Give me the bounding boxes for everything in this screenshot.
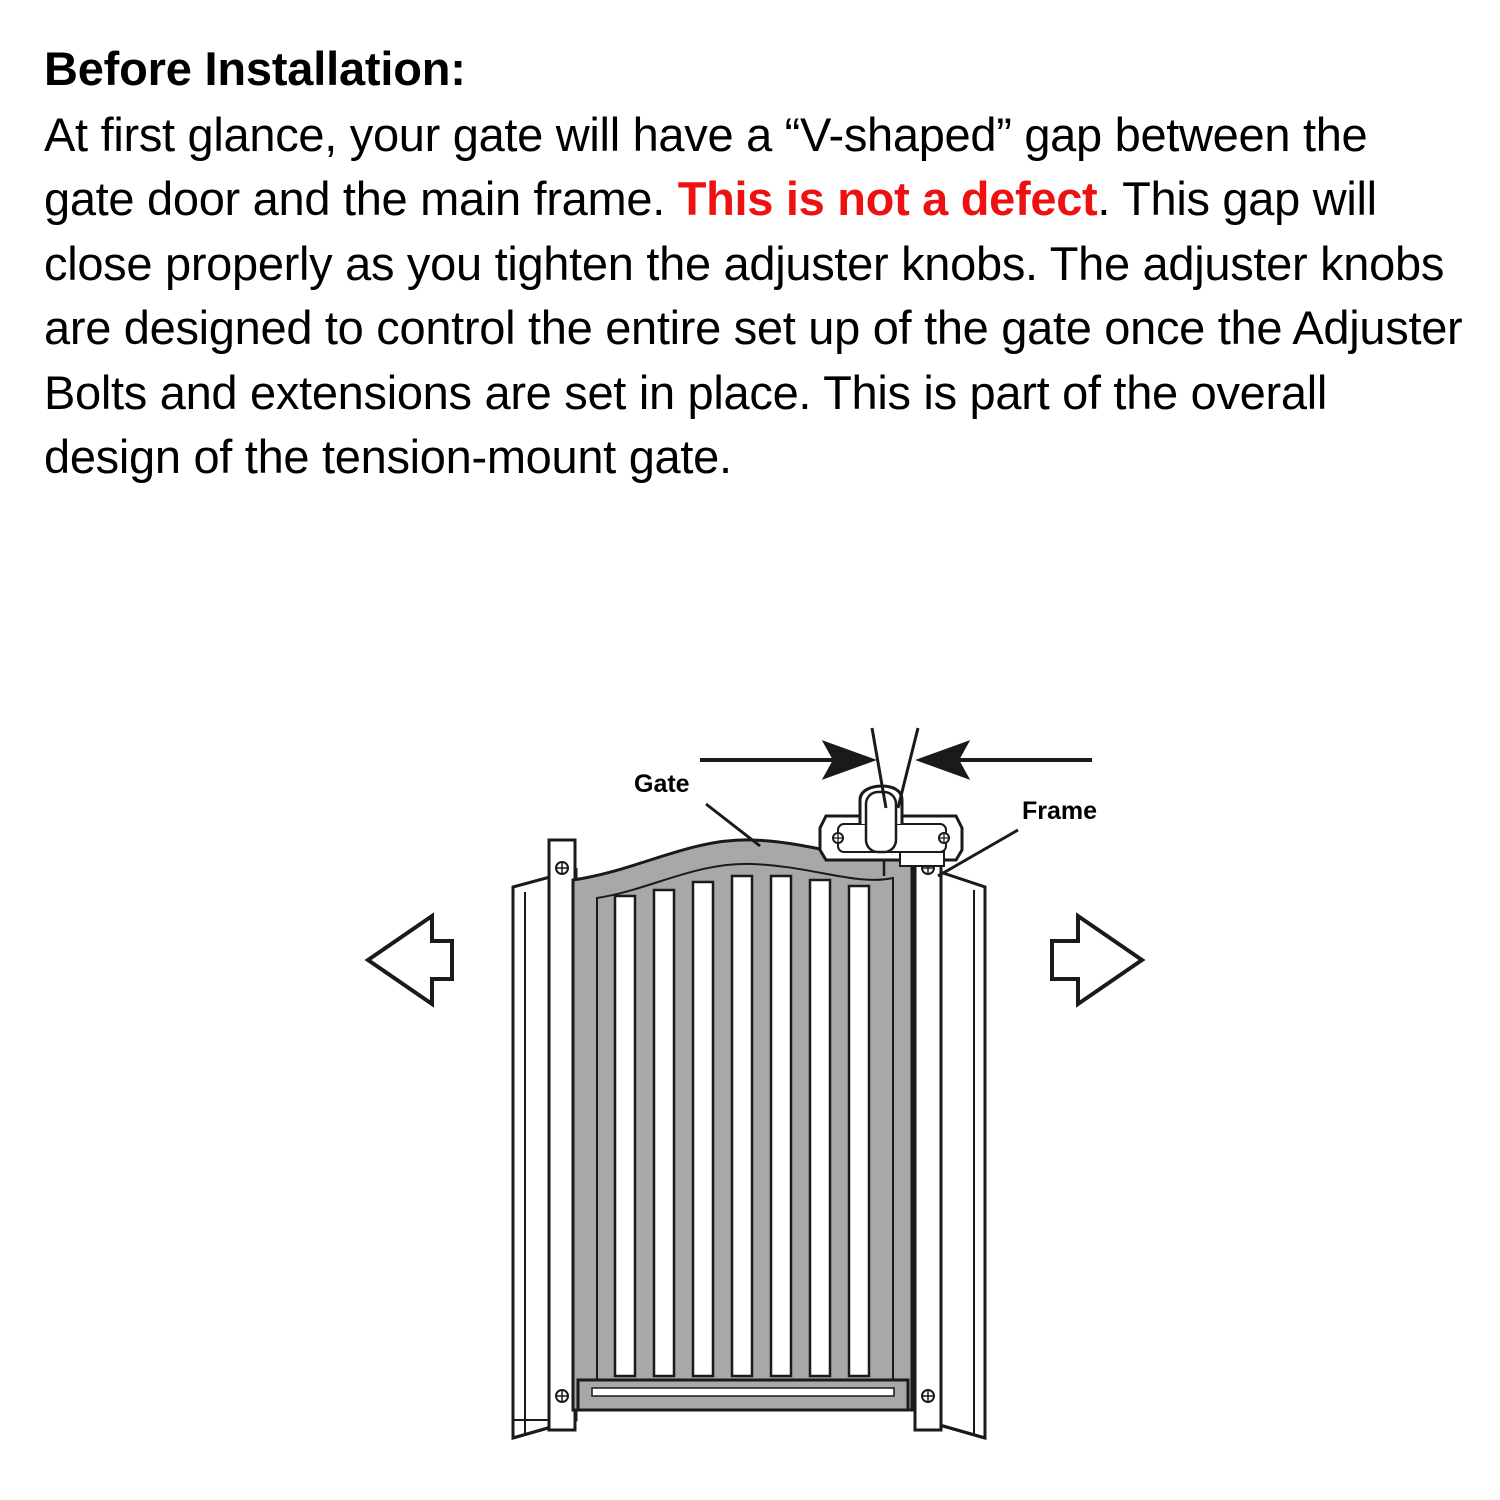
instruction-paragraph — [44, 103, 1464, 489]
page-title: Before Installation: — [44, 42, 466, 95]
gate-diagram — [0, 720, 1500, 1500]
instruction-text-block — [44, 38, 1464, 489]
label-gate-text: Gate — [634, 770, 690, 798]
left-direction-arrow — [368, 916, 452, 1004]
label-frame-text: Frame — [1022, 797, 1098, 825]
paragraph-part-1: At first glance, your gate will have a “V-shaped” gap between the gate door and the main frame. — [44, 108, 1368, 226]
gate-vertical-bars — [615, 876, 869, 1376]
gate-bottom-rail — [578, 1380, 908, 1410]
right-direction-arrow — [1052, 916, 1142, 1004]
label-gate — [634, 770, 760, 846]
paragraph-part-2: . This gap will close properly as you tighten the adjuster knobs. The adjuster knobs are designed to control the entire set up of the gate once the Adjuster Bolts and extensions are set in place. This is part of the overall design of the tension-mount gate. — [44, 172, 1463, 483]
emphasis-not-a-defect: This is not a defect — [677, 172, 1098, 226]
